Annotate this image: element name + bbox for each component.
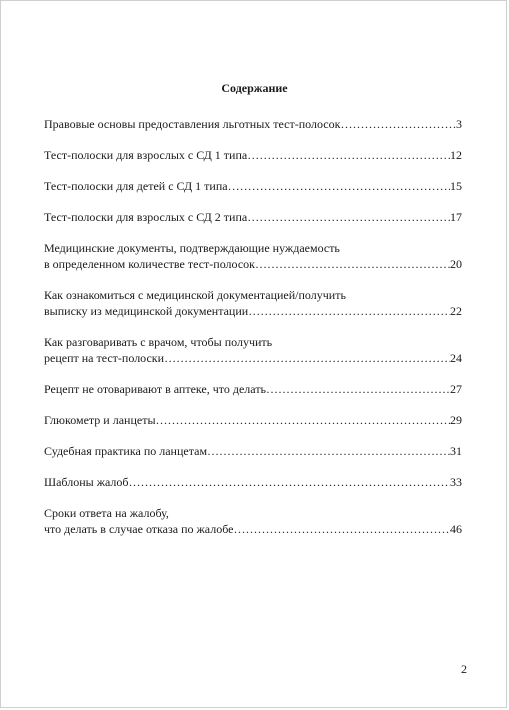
toc-leader-dots xyxy=(247,147,450,163)
toc-leader-dots xyxy=(156,412,450,428)
toc-page-number: 17 xyxy=(450,210,462,224)
toc-leader-dots xyxy=(164,350,450,366)
toc-entry-11[interactable] xyxy=(44,474,462,490)
toc-line xyxy=(44,474,462,490)
toc-leader-dots xyxy=(266,381,450,397)
toc-entry-text: Шаблоны жалоб xyxy=(44,475,129,489)
toc-line xyxy=(44,350,462,366)
toc-entry-text: Тест-полоски для взрослых с СД 1 типа xyxy=(44,148,248,162)
toc-entry-10[interactable] xyxy=(44,443,462,459)
toc-page-number: 24 xyxy=(450,351,462,365)
toc-entry-8[interactable] xyxy=(44,381,462,397)
toc-entry-5[interactable] xyxy=(44,240,462,272)
toc-entry-2[interactable] xyxy=(44,147,462,163)
toc-entry-9[interactable] xyxy=(44,412,462,428)
toc-page-number: 3 xyxy=(456,117,462,131)
toc-page-number: 12 xyxy=(450,148,462,162)
toc-entry-first-line: Сроки ответа на жалобу, xyxy=(44,506,169,520)
toc-entry-6[interactable] xyxy=(44,287,462,319)
table-of-contents xyxy=(44,116,462,552)
toc-page-number: 15 xyxy=(450,179,462,193)
toc-entry-1[interactable] xyxy=(44,116,462,132)
toc-entry-first-line: Как разговаривать с врачом, чтобы получить xyxy=(44,335,273,349)
toc-leader-dots xyxy=(207,443,450,459)
toc-line xyxy=(44,147,462,163)
toc-entry-text: что делать в случае отказа по жалобе xyxy=(44,522,234,536)
toc-entry-text: в определенном количестве тест-полосок xyxy=(44,257,255,271)
toc-line xyxy=(44,116,462,132)
toc-leader-dots xyxy=(228,178,450,194)
toc-entry-first-line: Как ознакомиться с медицинской документацией/получить xyxy=(44,288,346,302)
toc-title: Содержание xyxy=(221,81,288,95)
toc-entry-3[interactable] xyxy=(44,178,462,194)
toc-leader-dots xyxy=(233,521,450,537)
toc-line xyxy=(44,412,462,428)
toc-line xyxy=(44,178,462,194)
toc-leader-dots xyxy=(340,116,456,132)
toc-line xyxy=(44,303,462,319)
toc-entry-text: Тест-полоски для взрослых с СД 2 типа xyxy=(44,210,248,224)
toc-entry-text: Глюкометр и ланцеты xyxy=(44,413,156,427)
toc-entry-4[interactable] xyxy=(44,209,462,225)
toc-leader-dots xyxy=(129,474,450,490)
toc-line xyxy=(44,381,462,397)
toc-entry-first-line: Медицинские документы, подтверждающие нуждаемость xyxy=(44,241,340,255)
toc-page-number: 31 xyxy=(450,444,462,458)
toc-leader-dots xyxy=(248,303,450,319)
toc-entry-text: выписку из медицинской документации xyxy=(44,304,249,318)
toc-entry-text: Рецепт не отоваривают в аптеке, что делать xyxy=(44,382,267,396)
toc-entry-7[interactable] xyxy=(44,334,462,366)
page-number: 2 xyxy=(461,662,467,676)
toc-entry-text: рецепт на тест-полоски xyxy=(44,351,165,365)
toc-line xyxy=(44,209,462,225)
toc-line xyxy=(44,256,462,272)
toc-entry-text: Тест-полоски для детей с СД 1 типа xyxy=(44,179,228,193)
toc-line xyxy=(44,521,462,537)
toc-leader-dots xyxy=(247,209,450,225)
toc-line xyxy=(44,443,462,459)
toc-page-number: 22 xyxy=(450,304,462,318)
toc-entry-text: Судебная практика по ланцетам xyxy=(44,444,208,458)
toc-page-number: 29 xyxy=(450,413,462,427)
toc-page-number: 20 xyxy=(450,257,462,271)
toc-page-number: 27 xyxy=(450,382,462,396)
toc-entry-text: Правовые основы предоставления льготных тест-полосок xyxy=(44,117,341,131)
toc-leader-dots xyxy=(255,256,450,272)
toc-page-number: 33 xyxy=(450,475,462,489)
toc-page-number: 46 xyxy=(450,522,462,536)
toc-entry-12[interactable] xyxy=(44,505,462,537)
